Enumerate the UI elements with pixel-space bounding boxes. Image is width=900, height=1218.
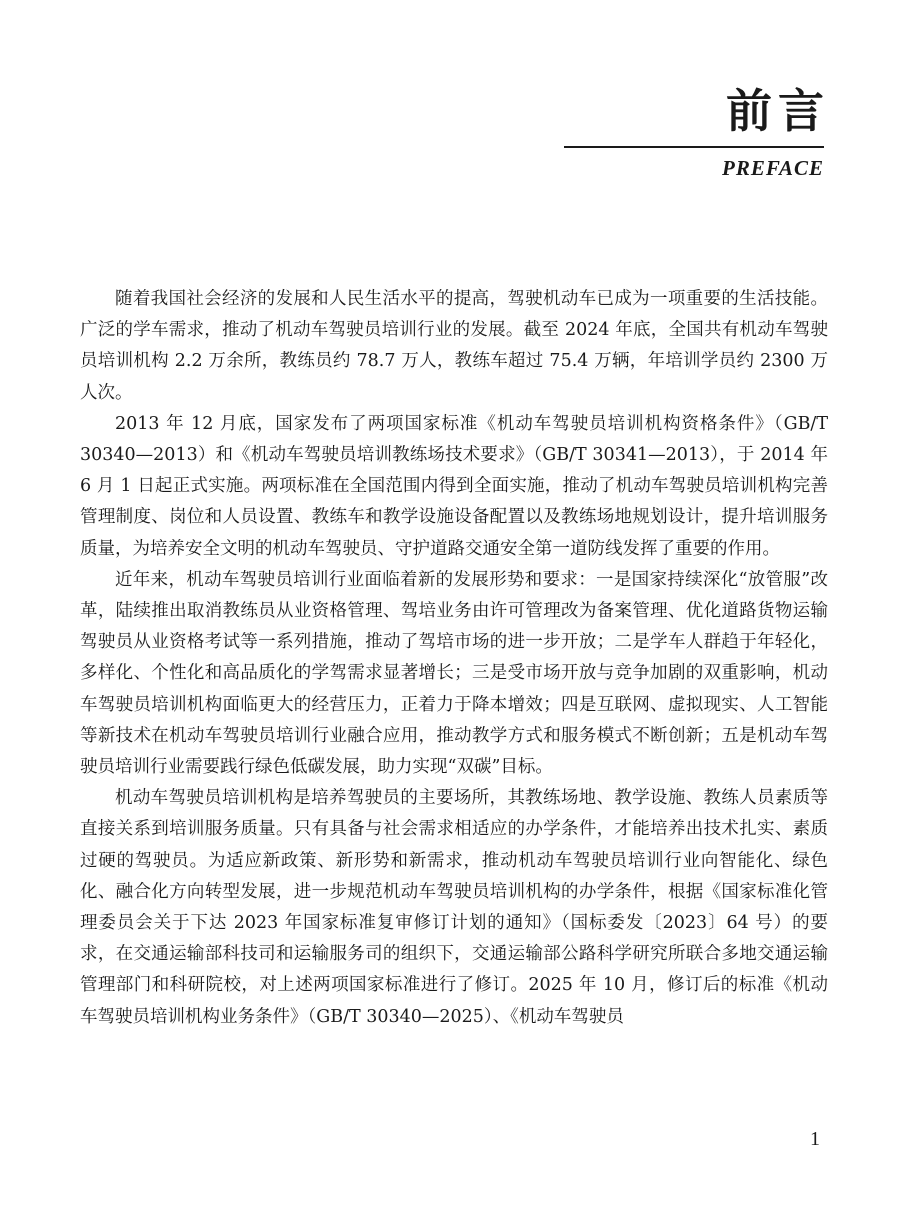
page-number: 1 <box>810 1128 820 1150</box>
paragraph-3: 近年来，机动车驾驶员培训行业面临着新的发展形势和要求：一是国家持续深化“放管服”改革，陆续推出取消教练员从业资格管理、驾培业务由许可管理改为备案管理、优化道路货物运输驾驶员从业资格考试等一系列措施，推动了驾培市场的进一步开放；二是学车人群趋于年轻化，多样化、个性化和高品质化的学驾需求显著增长；三是受市场开放与竞争加剧的双重影响，机动车驾驶员培训机构面临更大的经营压力，正着力于降本增效；四是互联网、虚拟现实、人工智能等新技术在机动车驾驶员培训行业融合应用，推动教学方式和服务模式不断创新；五是机动车驾驶员培训行业需要践行绿色低碳发展，助力实现“双碳”目标。 <box>80 569 828 778</box>
page-title: 前言 <box>726 84 830 138</box>
body-text <box>80 284 828 1033</box>
page-subtitle: PREFACE <box>722 156 824 180</box>
paragraph-4: 机动车驾驶员培训机构是培养驾驶员的主要场所，其教练场地、教学设施、教练人员素质等直接关系到培训服务质量。只有具备与社会需求相适应的办学条件，才能培养出技术扎实、素质过硬的驾驶员。为适应新政策、新形势和新需求，推动机动车驾驶员培训行业向智能化、绿色化、融合化方向转型发展，进一步规范机动车驾驶员培训机构的办学条件，根据《国家标准化管理委员会关于下达 2023 年国家标准复审修订计划的通知》（国标委发〔2023〕64 号）的要求，在交通运输部科技司和运输服务司的组织下，交通运输部公路科学研究所联合多地交通运输管理部门和科研院校，对上述两项国家标准进行了修订。2025 年 10 月，修订后的标准《机动车驾驶员培训机构业务条件》（GB/T 30340—2025）、《机动车驾驶员 <box>80 788 828 1027</box>
paragraph-1: 随着我国社会经济的发展和人民生活水平的提高，驾驶机动车已成为一项重要的生活技能。广泛的学车需求，推动了机动车驾驶员培训行业的发展。截至 2024 年底，全国共有机动车驾驶员培训机构 2.2 万余所，教练员约 78.7 万人，教练车超过 75.4 万辆，年培训学员约 2300 万人次。 <box>80 289 828 403</box>
heading-block <box>564 84 830 181</box>
paragraph-2: 2013 年 12 月底，国家发布了两项国家标准《机动车驾驶员培训机构资格条件》（GB/T 30340—2013）和《机动车驾驶员培训教练场技术要求》（GB/T 30341—2013），于 2014 年6 月 1 日起正式实施。两项标准在全国范围内得到全面实施，推动了机动车驾驶员培训机构完善管理制度、岗位和人员设置、教练车和教学设施设备配置以及教练场地规划设计，提升培训服务质量，为培养安全文明的机动车驾驶员、守护道路交通安全第一道防线发挥了重要的作用。 <box>80 413 828 559</box>
title-divider <box>564 146 824 148</box>
